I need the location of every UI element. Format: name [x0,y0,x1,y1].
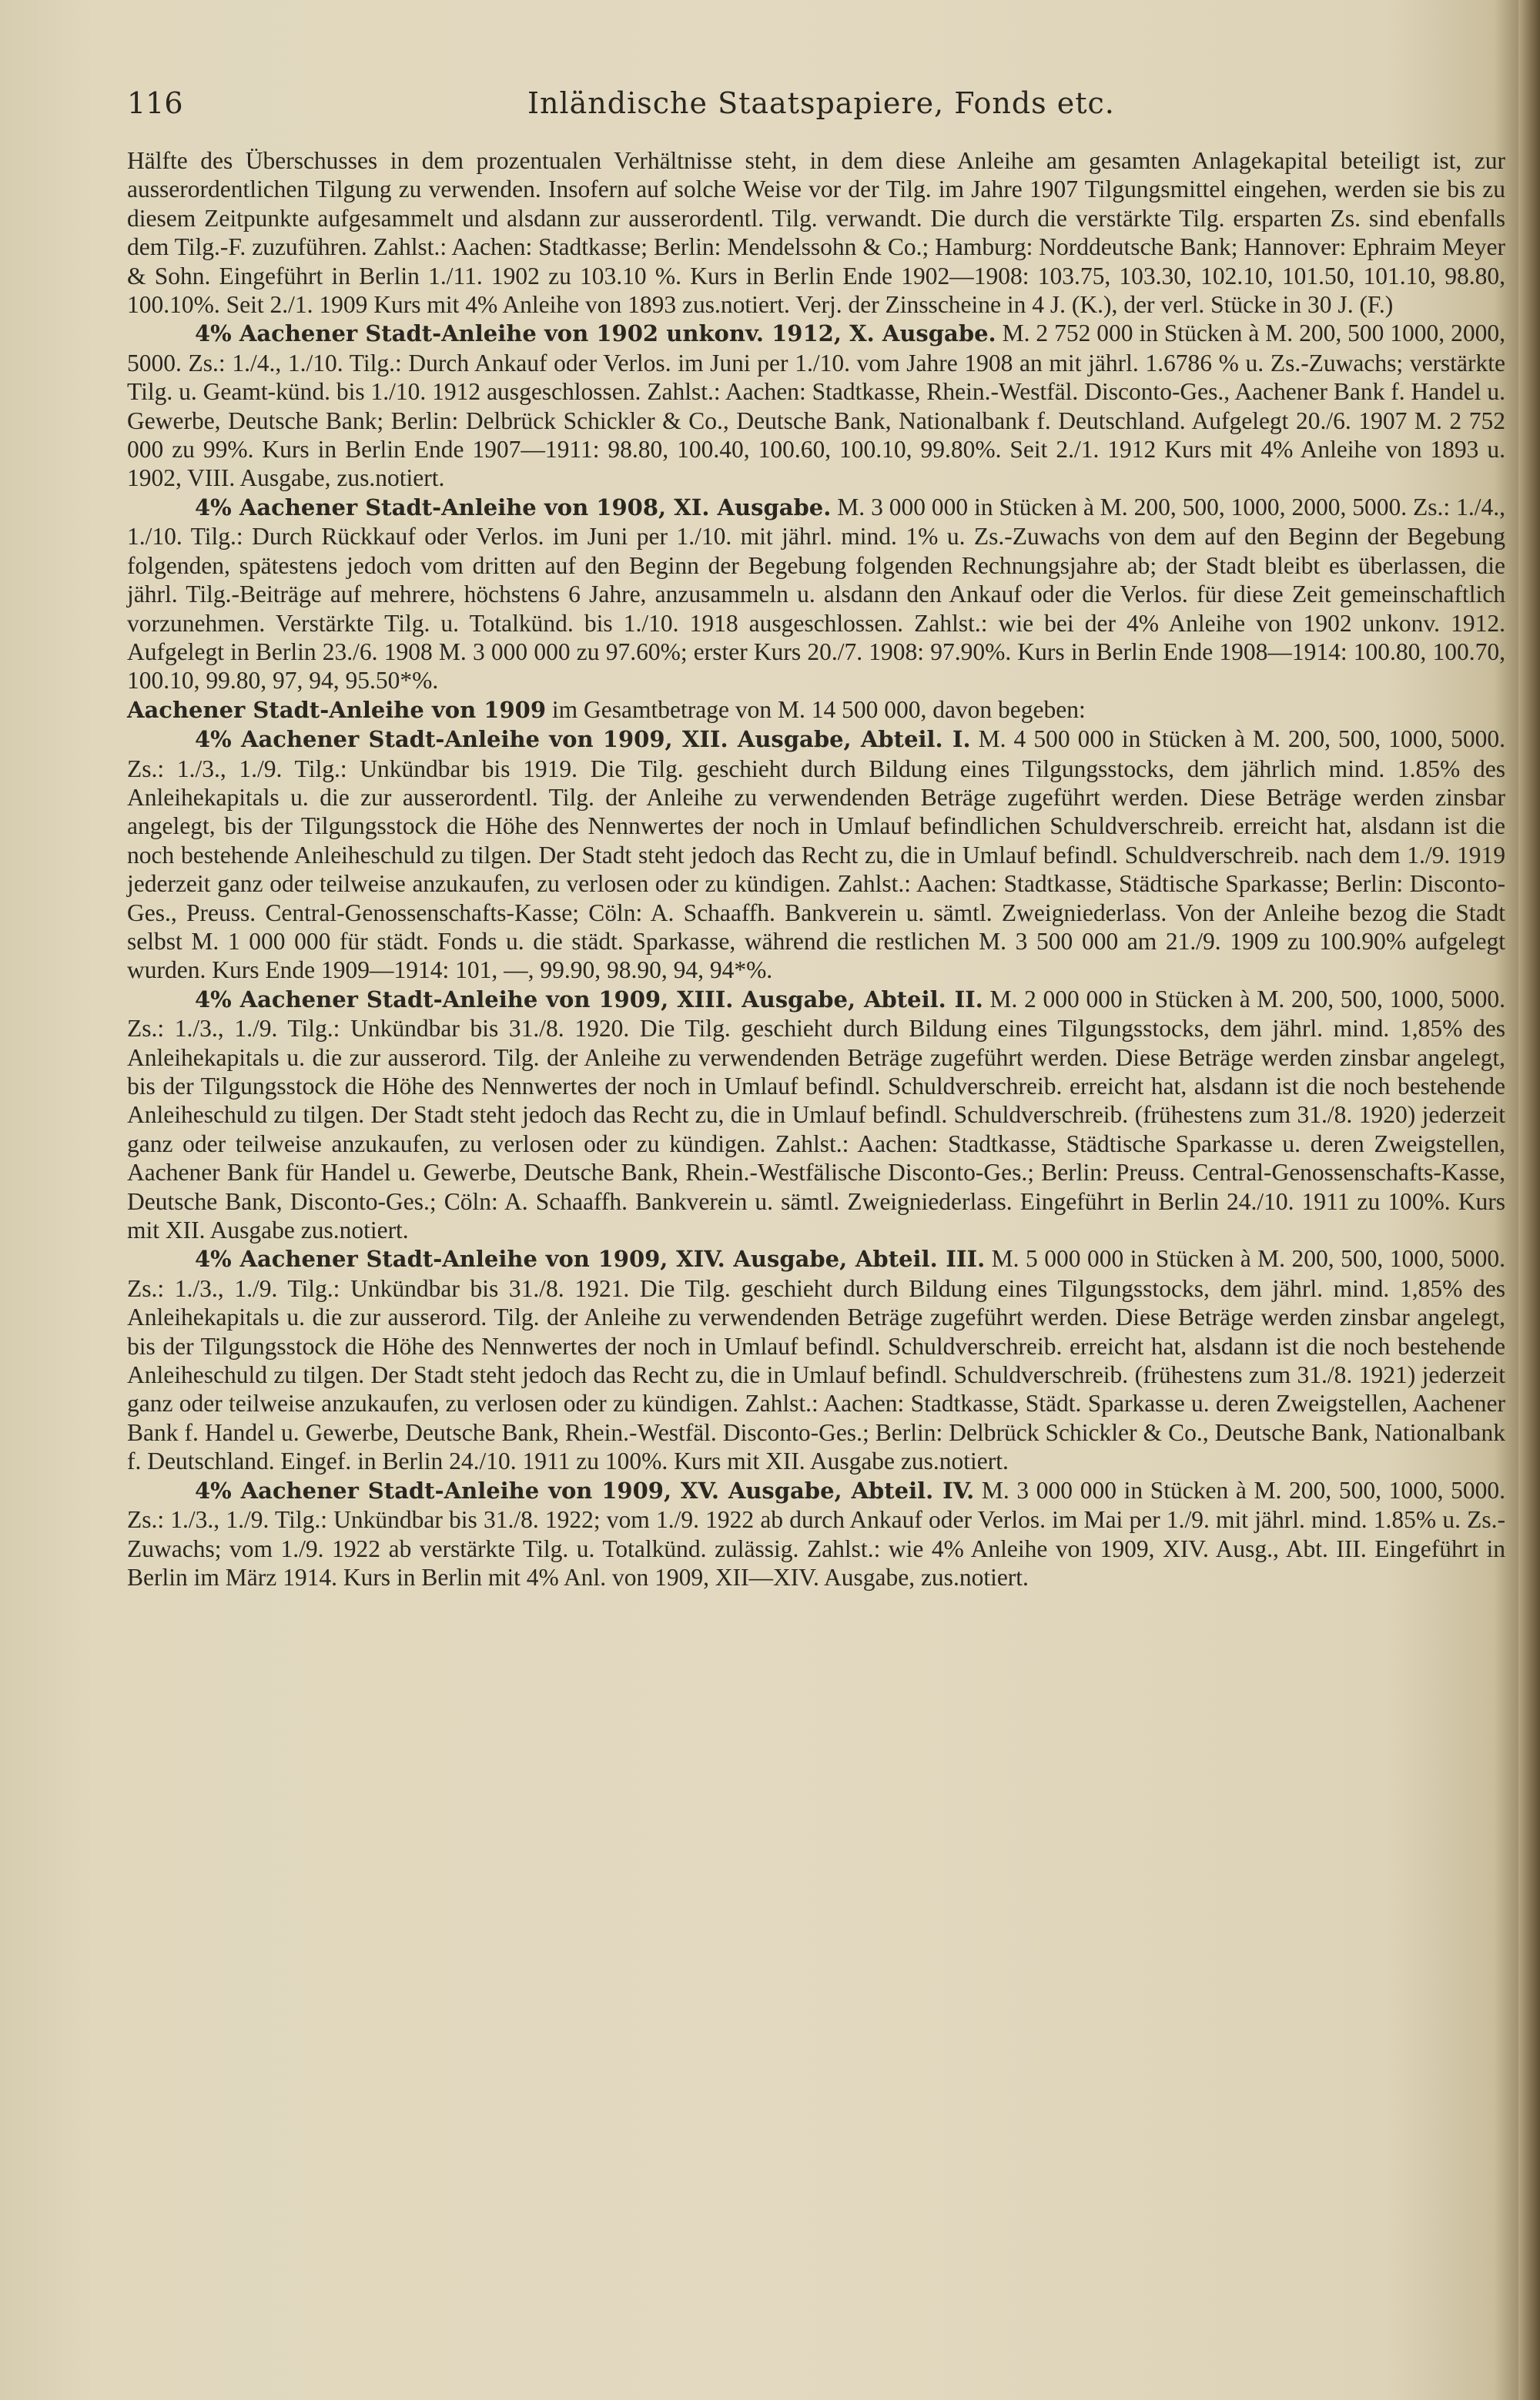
running-head [127,86,1505,125]
entry-body: M. 2 752 000 in Stücken à M. 200, 500 1000, 2000, 5000. Zs.: 1./4., 1./10. Tilg.: Durch Ankauf oder Verlos. im Juni per 1./10. vom Jahre 1908 an mit jährl. 1.6786 % u. Zs.-Zuwachs; verstärkte Tilg. u. Geamt-künd. bis 1./10. 1912 ausgeschlossen. Zahlst.: Aachen: Stadtkasse, Rhein.-Westfäl. Disconto-Ges., Aachener Bank f. Handel u. Gewerbe, Deutsche Bank; Berlin: Delbrück Schickler & Co., Deutsche Bank, Nationalbank f. Deutschland. Aufgelegt 20./6. 1907 M. 2 752 000 zu 99%. Kurs in Berlin Ende 1907—1911: 98.80, 100.40, 100.60, 100.10, 99.80%. Seit 2./1. 1912 Kurs mit 4% Anleihe von 1893 u. 1902, VIII. Ausgabe, zus.notiert. [127,320,1505,492]
entry-heading: 4% Aachener Stadt-Anleihe von 1909, XIV. Ausgabe, Abteil. III. [195,1246,986,1273]
entry-anleihe-1909-xii [127,725,1505,985]
entry-body: M. 2 000 000 in Stücken à M. 200, 500, 1000, 5000. Zs.: 1./3., 1./9. Tilg.: Unkündbar bis 31./8. 1920. Die Tilg. geschieht durch Bildung eines Tilgungsstocks, dem jährl. mind. 1,85% des Anleihekapitals u. die zur ausserord. Tilg. der Anleihe zu verwendenden Beträge zugeführt werden. Diese Beträge werden zinsbar angelegt, bis der Tilgungsstock die Höhe des Nennwertes der noch in Umlauf befindl. Schuldverschreib. erreicht hat, alsdann ist die noch bestehende Anleiheschuld zu tilgen. Der Stadt steht jedoch das Recht zu, die in Umlauf befindl. Schuldverschreib. (frühestens zum 31./8. 1920) jederzeit ganz oder teilweise anzukaufen, zu verlosen oder zu kündigen. Zahlst.: Aachen: Stadtkasse, Städtische Sparkasse u. deren Zweigstellen, Aachener Bank für Handel u. Gewerbe, Deutsche Bank, Rhein.-Westfälische Disconto-Ges.; Berlin: Preuss. Central-Genossenschafts-Kasse, Deutsche Bank, Disconto-Ges.; Cöln: A. Schaaffh. Bankverein u. sämtl. Zweigniederlass. Eingeführt in Berlin 24./10. 1911 zu 100%. Kurs mit XII. Ausgabe zus.notiert. [127,985,1505,1244]
entry-heading: 4% Aachener Stadt-Anleihe von 1902 unkonv. 1912, X. Ausgabe. [195,320,996,347]
page-edge [1518,0,1540,2400]
paragraph-continuation [127,146,1505,319]
entry-anleihe-1908 [127,493,1505,695]
entry-anleihe-1909-xiv [127,1244,1505,1475]
entry-body: M. 3 000 000 in Stücken à M. 200, 500, 1000, 5000. Zs.: 1./3., 1./9. Tilg.: Unkündbar bis 31./8. 1922; vom 1./9. 1922 ab durch Ankauf oder Verlos. im Mai per 1./9. mit jährl. mind. 1.85% u. Zs.-Zuwachs; vom 1./9. 1922 ab verstärkte Tilg. u. Totalkünd. zulässig. Zahlst.: wie 4% Anleihe von 1909, XIV. Ausg., Abt. III. Eingeführt in Berlin im März 1914. Kurs in Berlin mit 4% Anl. von 1909, XII—XIV. Ausgabe, zus.notiert. [127,1476,1506,1591]
entry-heading: Aachener Stadt-Anleihe von 1909 [127,696,547,723]
entry-body: M. 3 000 000 in Stücken à M. 200, 500, 1000, 2000, 5000. Zs.: 1./4., 1./10. Tilg.: Durch Rückkauf oder Verlos. im Juni per 1./10. mit jährl. mind. 1% u. Zs.-Zuwachs von dem auf den Beginn der Begebung folgenden, spätestens jedoch vom dritten auf den Beginn der Begebung folgenden Rechnungsjahre ab; der Stadt bleibt es überlassen, die jährl. Tilg.-Beiträge auf mehrere, höchstens 6 Jahre, anzusammeln u. alsdann den Ankauf oder die Verlos. für diese Zeit gemeinschaftlich vorzunehmen. Verstärkte Tilg. u. Totalkünd. bis 1./10. 1918 ausgeschlossen. Zahlst.: wie bei der 4% Anleihe von 1902 unkonv. 1912. Aufgelegt in Berlin 23./6. 1908 M. 3 000 000 zu 97.60%; erster Kurs 20./7. 1908: 97.90%. Kurs in Berlin Ende 1908—1914: 100.80, 100.70, 100.10, 99.80, 97, 94, 95.50*%. [127,493,1505,695]
entry-anleihe-1909-xiii [127,985,1505,1245]
entry-heading: 4% Aachener Stadt-Anleihe von 1908, XI. Ausgabe. [195,494,832,521]
entry-body: im Gesamtbetrage von M. 14 500 000, davon begeben: [546,695,1086,723]
entry-anleihe-1902 [127,319,1505,492]
entry-heading: 4% Aachener Stadt-Anleihe von 1909, XV. Ausgabe, Abteil. IV. [195,1477,975,1504]
paragraph-body: Hälfte des Überschusses in dem prozentualen Verhältnisse steht, in dem diese Anleihe am gesamten Anlagekapital beteiligt ist, zur ausserordentlichen Tilgung zu verwenden. Insofern auf solche Weise vor der Tilg. im Jahre 1907 Tilgungsmittel eingehen, werden sie bis zu diesem Zeitpunkte aufgesammelt und alsdann zur ausserordentl. Tilg. verwandt. Die durch die verstärkte Tilg. ersparten Zs. sind ebenfalls dem Tilg.-F. zuzuführen. Zahlst.: Aachen: Stadtkasse; Berlin: Mendelssohn & Co.; Hamburg: Norddeutsche Bank; Hannover: Ephraim Meyer & Sohn. Eingeführt in Berlin 1./11. 1902 zu 103.10 %. Kurs in Berlin Ende 1902—1908: 103.75, 103.30, 102.10, 101.50, 101.10, 98.80, 100.10%. Seit 2./1. 1909 Kurs mit 4% Anleihe von 1893 zus.notiert. Verj. der Zinsscheine in 4 J. (K.), der verl. Stücke in 30 J. (F.) [127,147,1505,319]
entry-anleihe-1909-xv [127,1476,1505,1592]
entry-anleihe-1909-total [127,695,1505,725]
entry-heading: 4% Aachener Stadt-Anleihe von 1909, XII. Ausgabe, Abteil. I. [195,726,971,753]
entry-heading: 4% Aachener Stadt-Anleihe von 1909, XIII. Ausgabe, Abteil. II. [195,986,983,1013]
page-number: 116 [127,86,183,120]
entry-body: M. 5 000 000 in Stücken à M. 200, 500, 1000, 5000. Zs.: 1./3., 1./9. Tilg.: Unkündbar bis 31./8. 1921. Die Tilg. geschieht durch Bildung eines Tilgungsstocks, dem jährl. mind. 1,85% des Anleihekapitals u. die zur ausserord. Tilg. der Anleihe zu verwendenden Beträge zugeführt werden. Diese Beträge werden zinsbar angelegt, bis der Tilgungsstock die Höhe des Nennwertes der noch in Umlauf befindl. Schuldverschreib. erreicht hat, alsdann ist die noch bestehende Anleiheschuld zu tilgen. Der Stadt steht jedoch das Recht zu, die in Umlauf befindl. Schuldverschreib. (frühestens zum 31./8. 1921) jederzeit ganz oder teilweise anzukaufen, zu verlosen oder zu kündigen. Zahlst.: Aachen: Stadtkasse, Städt. Sparkasse u. deren Zweigstellen, Aachener Bank f. Handel u. Gewerbe, Deutsche Bank, Rhein.-Westfäl. Disconto-Ges.; Berlin: Delbrück Schickler & Co., Deutsche Bank, Nationalbank f. Deutschland. Eingef. in Berlin 24./10. 1911 zu 100%. Kurs mit XII. Ausgabe zus.notiert. [127,1245,1505,1475]
running-title: Inländische Staatspapiere, Fonds etc. [527,86,1115,120]
entry-body: M. 4 500 000 in Stücken à M. 200, 500, 1000, 5000. Zs.: 1./3., 1./9. Tilg.: Unkündbar bis 1919. Die Tilg. geschieht durch Bildung eines Tilgungsstocks, dem jährlich mind. 1.85% des Anleihekapitals u. die zur ausserordentl. Tilg. der Anleihe zu verwendenden Beträge zugeführt werden. Diese Beträge werden zinsbar angelegt, bis der Tilgungsstock die Höhe des Nennwertes der noch in Umlauf befindlichen Schuldverschreib. erreicht hat, alsdann ist die noch bestehende Anleiheschuld zu tilgen. Der Stadt steht jedoch das Recht zu, die in Umlauf befindl. Schuldverschreib. nach dem 1./9. 1919 jederzeit ganz oder teilweise anzukaufen, zu verlosen oder zu kündigen. Zahlst.: Aachen: Stadtkasse, Städtische Sparkasse; Berlin: Disconto-Ges., Preuss. Central-Genossenschafts-Kasse; Cöln: A. Schaaffh. Bankverein u. sämtl. Zweigniederlass. Von der Anleihe bezog die Stadt selbst M. 1 000 000 für städt. Fonds u. die städt. Sparkasse, während die restlichen M. 3 500 000 am 21./9. 1909 zu 100.90% aufgelegt wurden. Kurs Ende 1909—1914: 101, —, 99.90, 98.90, 94, 94*%. [127,725,1506,984]
text-block [127,146,1505,1592]
